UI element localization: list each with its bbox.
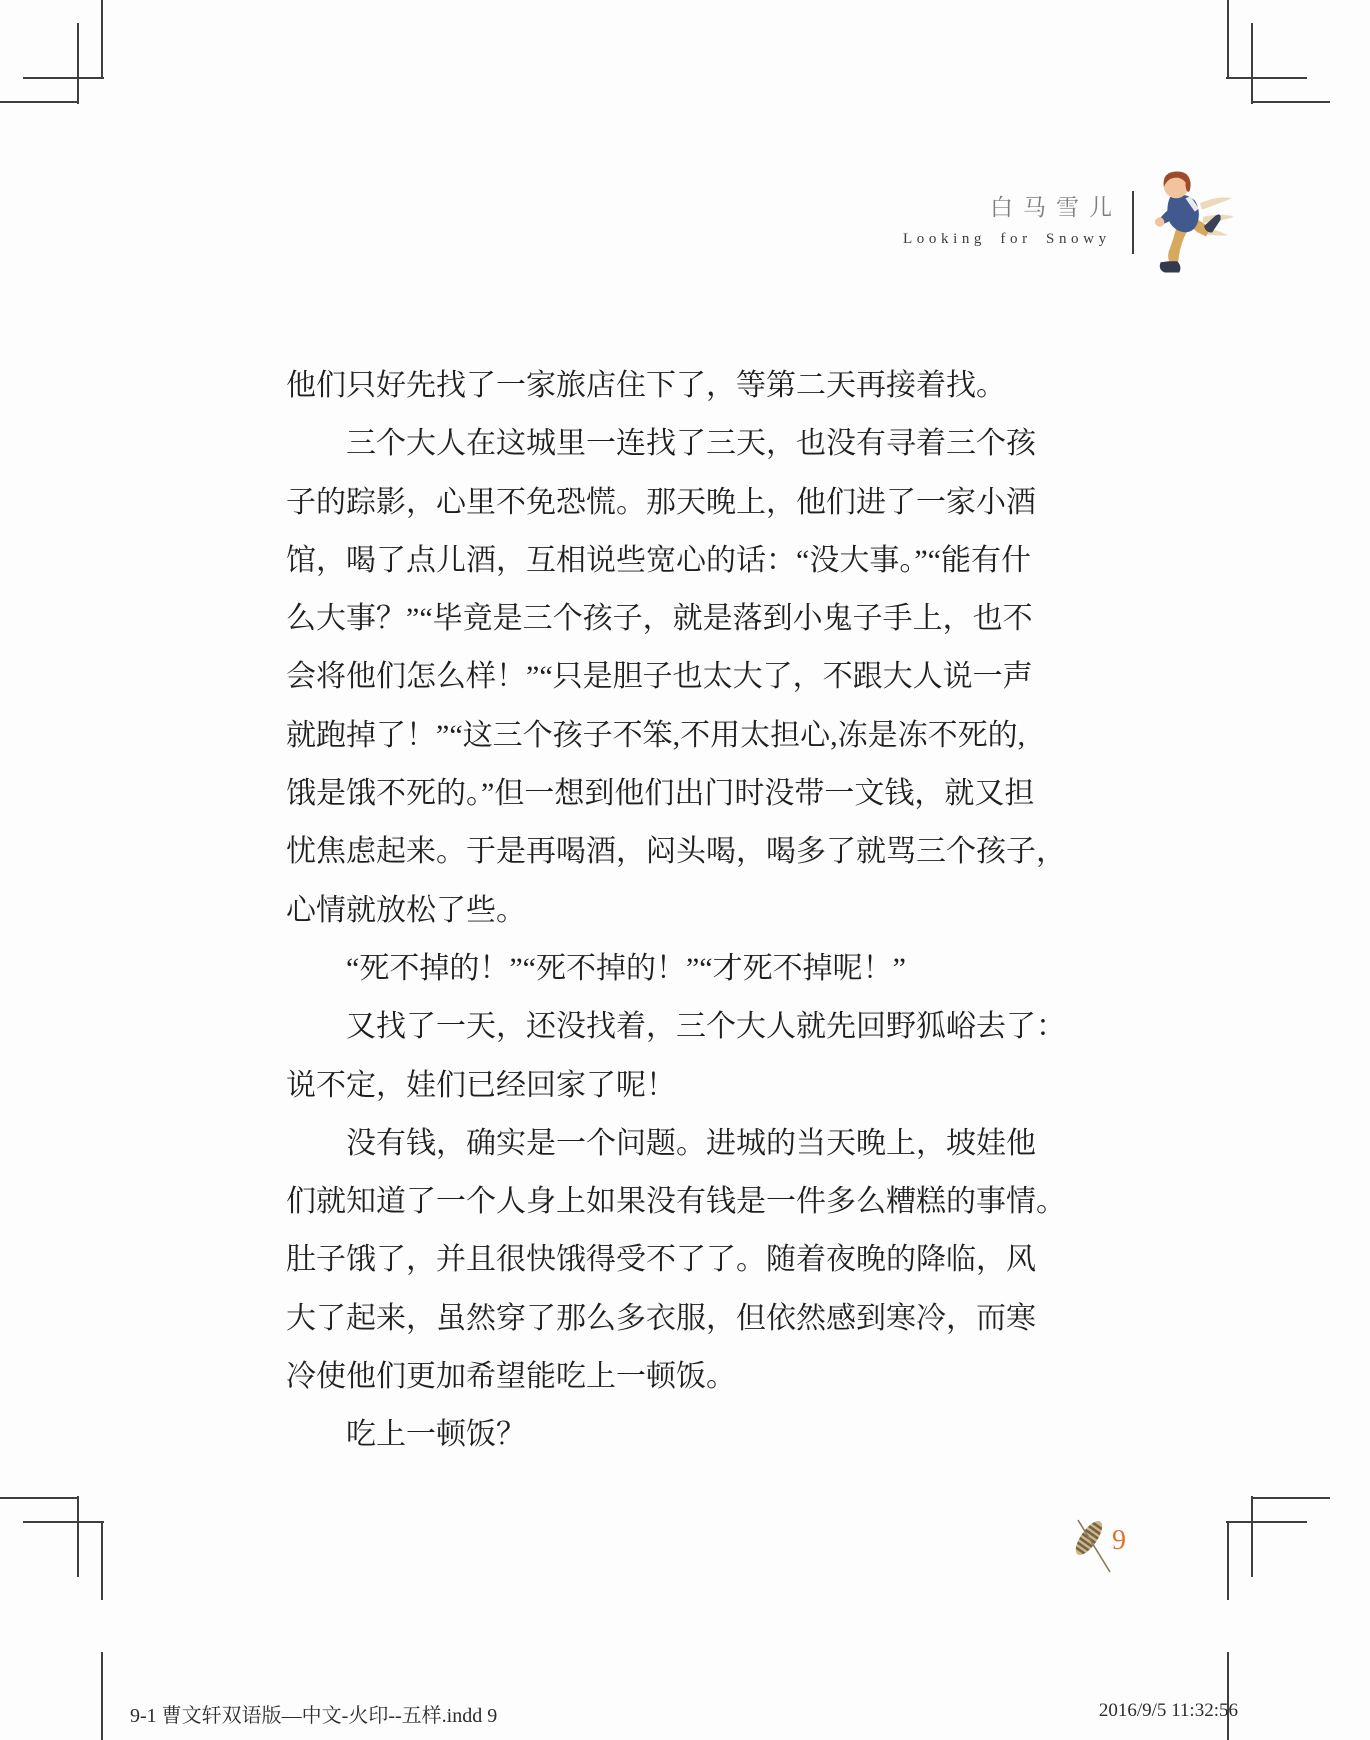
crop-mark bbox=[77, 23, 79, 104]
text-line: 馆，喝了点儿酒，互相说些宽心的话：“没大事。”“能有什 bbox=[286, 543, 1031, 577]
page-number: 9 bbox=[1112, 1525, 1126, 1556]
text-line: 忧焦虑起来。于是再喝酒，闷头喝，喝多了就骂三个孩子， bbox=[286, 835, 1066, 869]
crop-mark bbox=[101, 1652, 103, 1740]
crop-mark bbox=[101, 0, 103, 77]
crop-mark bbox=[1227, 1652, 1229, 1740]
text-line: 又找了一天，还没找着，三个大人就先回野狐峪去了： bbox=[286, 1010, 1066, 1044]
crop-mark bbox=[1226, 77, 1307, 79]
text-line: 子的踪影，心里不免恐慌。那天晚上，他们进了一家小酒 bbox=[286, 485, 1036, 519]
feather-icon bbox=[1070, 1514, 1118, 1580]
text-line: 大了起来，虽然穿了那么多衣服，但依然感到寒冷，而寒 bbox=[286, 1301, 1036, 1335]
text-line: 就跑掉了！”“这三个孩子不笨,不用太担心,冻是冻不死的, bbox=[286, 718, 1026, 752]
imprint-filename: 9-1 曹文轩双语版—中文-火印--五样.indd 9 bbox=[130, 1705, 498, 1727]
text-line: “死不掉的！”“死不掉的！”“才死不掉呢！” bbox=[286, 951, 906, 985]
crop-mark bbox=[1253, 101, 1330, 103]
text-line: 肚子饿了，并且很快饿得受不了了。随着夜晚的降临，风 bbox=[286, 1243, 1036, 1277]
crop-mark bbox=[23, 1521, 104, 1523]
header-divider bbox=[1132, 191, 1134, 254]
text-line: 饿是饿不死的。”但一想到他们出门时没带一文钱，就又担 bbox=[286, 777, 1035, 811]
text-line: 三个大人在这城里一连找了三天，也没有寻着三个孩 bbox=[286, 427, 1036, 461]
text-line: 心情就放松了些。 bbox=[286, 893, 526, 927]
imprint-timestamp: 2016/9/5 11:32:56 bbox=[1098, 1700, 1238, 1721]
text-line: 们就知道了一个人身上如果没有钱是一件多么糟糕的事情。 bbox=[286, 1185, 1066, 1219]
crop-mark bbox=[0, 101, 77, 103]
running-boy-icon bbox=[1138, 166, 1236, 278]
crop-mark bbox=[0, 1497, 77, 1499]
text-line: 说不定，娃们已经回家了呢！ bbox=[286, 1068, 676, 1102]
text-line: 么大事？”“毕竟是三个孩子，就是落到小鬼子手上，也不 bbox=[286, 602, 1033, 636]
crop-mark bbox=[1251, 1496, 1253, 1577]
crop-mark bbox=[77, 1496, 79, 1577]
text-line: 吃上一顿饭？ bbox=[286, 1418, 526, 1452]
story-text bbox=[286, 357, 1066, 1465]
text-line: 没有钱，确实是一个问题。进城的当天晚上，坡娃他 bbox=[286, 1126, 1036, 1160]
crop-mark bbox=[1226, 1521, 1307, 1523]
chapter-title-english: Looking for Snowy bbox=[903, 231, 1111, 247]
crop-mark bbox=[1227, 0, 1229, 77]
chapter-title-chinese: 白马雪儿 bbox=[990, 195, 1122, 220]
text-line: 会将他们怎么样！”“只是胆子也太大了，不跟大人说一声 bbox=[286, 660, 1033, 694]
text-line: 他们只好先找了一家旅店住下了，等第二天再接着找。 bbox=[286, 369, 1006, 402]
text-line: 冷使他们更加希望能吃上一顿饭。 bbox=[286, 1360, 736, 1394]
crop-mark bbox=[23, 77, 104, 79]
crop-mark bbox=[1251, 23, 1253, 104]
crop-mark bbox=[101, 1523, 103, 1600]
crop-mark bbox=[1227, 1523, 1229, 1600]
crop-mark bbox=[1253, 1497, 1330, 1499]
